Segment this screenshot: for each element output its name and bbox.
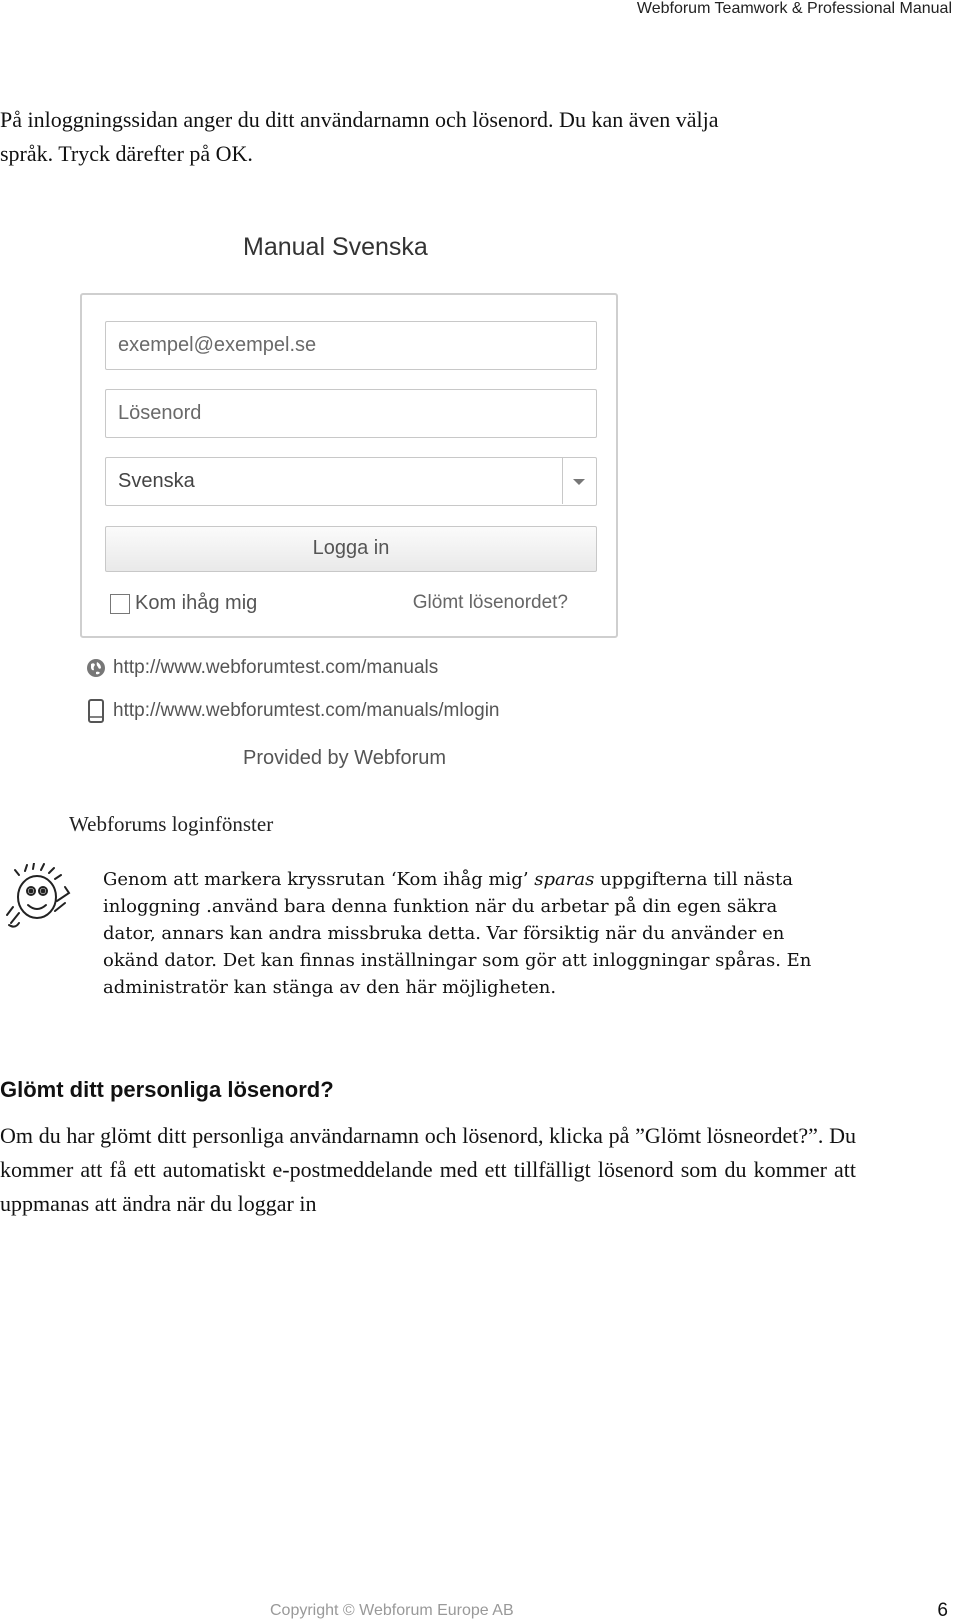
- web-url[interactable]: http://www.webforumtest.com/manuals: [113, 657, 439, 678]
- globe-icon: [86, 658, 106, 678]
- login-button[interactable]: Logga in: [105, 526, 597, 572]
- intro-line-1: På inloggningssidan anger du ditt användarnamn och lösenord. Du kan även välja: [0, 107, 719, 132]
- tip-text: [103, 866, 813, 1001]
- chevron-down-icon[interactable]: [562, 458, 596, 504]
- tip-emphasis: sparas: [534, 869, 595, 890]
- running-header: Webforum Teamwork & Professional Manual: [636, 0, 952, 17]
- language-select-value: Svenska: [118, 470, 195, 492]
- footer-copyright: Copyright © Webforum Europe AB: [270, 1602, 514, 1619]
- section-heading: Glömt ditt personliga lösenord?: [0, 1077, 334, 1102]
- section-paragraph: Om du har glömt ditt personliga användarnamn och lösenord, klicka på ”Glömt lösneordet?”. Du kommer att få ett automatiskt e-postmeddelande med ett tillfälligt lösenord som du kommer att uppmanas att ändra när du loggar in: [0, 1123, 856, 1216]
- remember-me[interactable]: [110, 592, 257, 615]
- mobile-url[interactable]: http://www.webforumtest.com/manuals/mlogin: [113, 700, 500, 721]
- provided-by: Provided by Webforum: [243, 747, 447, 769]
- page-number: 6: [937, 1600, 948, 1621]
- intro-paragraph: [0, 103, 860, 171]
- language-select[interactable]: [105, 457, 597, 506]
- login-figure-title: Manual Svenska: [243, 233, 428, 261]
- intro-line-2: språk. Tryck därefter på OK.: [0, 141, 253, 166]
- figure-caption: Webforums loginfönster: [69, 812, 274, 836]
- web-url-row: [86, 657, 438, 679]
- tip-quoted: ‘Kom ihåg mig’: [390, 869, 529, 890]
- forgot-password-link[interactable]: Glömt lösenordet?: [412, 592, 568, 613]
- login-box: [80, 293, 618, 638]
- password-field[interactable]: Lösenord: [105, 389, 597, 438]
- remember-label: Kom ihåg mig: [135, 592, 258, 614]
- mobile-url-row: [86, 699, 500, 723]
- tip-part-2: uppgifterna till nästa inloggning .använd bara denna funktion när du arbetar på din egen säkra dator, annars kan andra missbruka detta. Var försiktig när du använder en okänd dator. Det kan finnas inställningar som gör att inloggningar spåras. En administratör kan stänga av den här möjligheten.: [103, 869, 812, 998]
- cartoon-idea-face-icon: [5, 863, 73, 935]
- remember-checkbox[interactable]: [110, 594, 130, 614]
- mobile-phone-icon: [86, 699, 106, 723]
- tip-part-1: Genom att markera kryssrutan: [103, 869, 391, 890]
- email-field[interactable]: exempel@exempel.se: [105, 321, 597, 370]
